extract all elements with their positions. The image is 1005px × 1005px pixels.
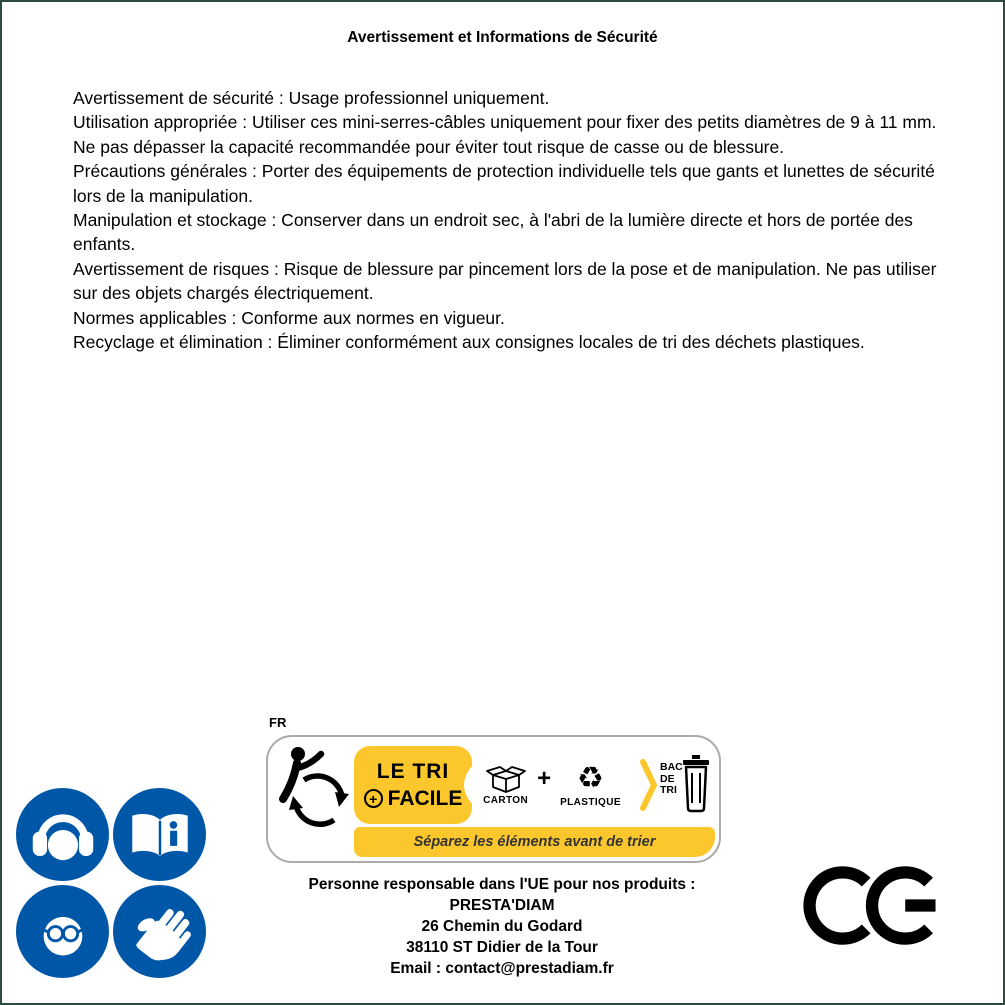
ear-protection-pictogram: [21, 793, 105, 877]
tri-tagline: Séparez les éléments avant de trier: [354, 827, 715, 857]
triman-icon: [276, 744, 352, 832]
country-code-label: FR: [269, 715, 287, 730]
paragraph-safety-warning: Avertissement de sécurité : Usage professionnel uniquement.: [73, 88, 550, 108]
ce-marking-icon: [803, 858, 945, 958]
plus-circle-icon: +: [364, 789, 383, 808]
paragraph-general-precautions: Précautions générales : Porter des équipements de protection individuelle tels que gants et lunettes de sécurité lors de la manipulation.: [73, 161, 935, 206]
wear-protective-gloves-icon: [113, 885, 206, 978]
carton-label: CARTON: [483, 794, 529, 806]
tri-word-le-tri: LE TRI: [376, 759, 450, 783]
bac-line3: TRI: [660, 784, 677, 796]
company-name: PRESTA'DIAM: [449, 897, 555, 914]
chevron-icon: [640, 757, 658, 818]
paragraph-risk-warning: Avertissement de risques : Risque de blessure par pincement lors de la pose et de manipulation. Ne pas utiliser sur des objets chargés électriquement.: [73, 258, 937, 304]
responsible-heading: Personne responsable dans l'UE pour nos produits :: [308, 876, 696, 893]
recycle-triangle-icon: ♻: [577, 760, 604, 796]
plastique-label: PLASTIQUE: [560, 796, 621, 808]
email-line: Email : contact@prestadiam.fr: [390, 960, 614, 977]
paragraph-handling-storage: Manipulation et stockage : Conserver dans un endroit sec, à l'abri de la lumière directe et hors de portée des enfants.: [73, 210, 913, 255]
manual-pictogram: [118, 793, 202, 877]
page-title: Avertissement et Informations de Sécurité: [347, 29, 658, 46]
sorting-bin-icon: [680, 753, 712, 820]
gloves-pictogram: [118, 890, 202, 974]
address-line2: 38110 ST Didier de la Tour: [406, 939, 598, 956]
plus-separator: +: [537, 765, 552, 792]
materials-area: [464, 740, 640, 830]
tri-word-facile: FACILE: [387, 786, 463, 810]
paragraph-appropriate-use: Utilisation appropriée : Utiliser ces mini-serres-câbles uniquement pour fixer des petits diamètres de 9 à 11 mm. Ne pas dépasser la capacité recommandée pour éviter tout risque de casse ou de blessure.: [73, 112, 937, 157]
le-tri-facile-badge: [354, 746, 472, 824]
carton-box-icon: [486, 765, 526, 793]
wear-eye-protection-icon: [16, 885, 109, 978]
responsible-block: [247, 874, 757, 979]
wear-ear-protection-icon: [16, 788, 109, 881]
info-tri-label: [266, 735, 721, 863]
paragraph-standards: Normes applicables : Conforme aux normes en vigueur.: [73, 307, 505, 328]
plastique-material: [560, 760, 621, 808]
paragraph-recycling: Recyclage et élimination : Éliminer conformément aux consignes locales de tri des déchets plastiques.: [73, 332, 865, 353]
carton-material: [483, 765, 528, 806]
read-instruction-manual-icon: [113, 788, 206, 881]
bac-line1: BAC: [660, 761, 683, 773]
bac-line2: DE: [660, 772, 675, 785]
safety-text-block: [73, 86, 947, 354]
address-line1: 26 Chemin du Godard: [421, 918, 583, 935]
eye-protection-pictogram: [21, 890, 105, 974]
